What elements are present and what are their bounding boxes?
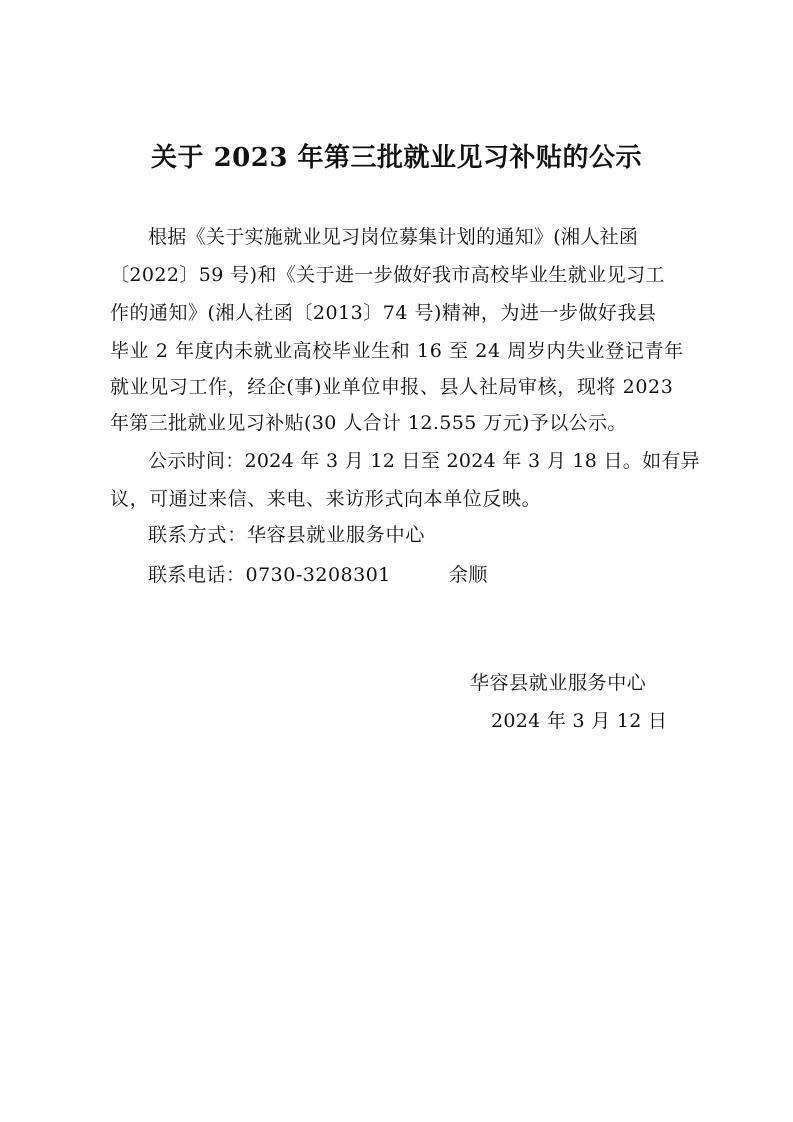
contact-phone-line — [148, 560, 488, 590]
signature-date: 2024 年 3 月 12 日 — [491, 710, 668, 732]
body-line-2: 〔2022〕59 号)和《关于进一步做好我市高校毕业生就业见习工 — [110, 264, 665, 286]
body-line-4: 毕业 2 年度内未就业高校毕业生和 16 至 24 周岁内失业登记青年 — [110, 340, 684, 362]
body-line-6: 年第三批就业见习补贴(30 人合计 12.555 万元)予以公示。 — [110, 412, 627, 434]
contact-phone: 联系电话：0730-3208301 — [148, 564, 391, 586]
signature-organization: 华容县就业服务中心 — [470, 672, 647, 694]
body-line-3: 作的通知》(湘人社函〔2013〕74 号)精神，为进一步做好我县 — [110, 302, 657, 324]
body-line-7: 公示时间：2024 年 3 月 12 日至 2024 年 3 月 18 日。如有异 — [148, 450, 700, 472]
body-line-5: 就业见习工作，经企(事)业单位申报、县人社局审核，现将 2023 — [110, 376, 674, 398]
contact-person: 余顺 — [448, 564, 488, 586]
document-title: 关于 2023 年第三批就业见习补贴的公示 — [151, 143, 642, 173]
body-line-1: 根据《关于实施就业见习岗位募集计划的通知》(湘人社函 — [148, 226, 639, 248]
contact-method: 联系方式：华容县就业服务中心 — [148, 524, 426, 546]
body-line-8: 议，可通过来信、来电、来访形式向本单位反映。 — [110, 488, 542, 510]
